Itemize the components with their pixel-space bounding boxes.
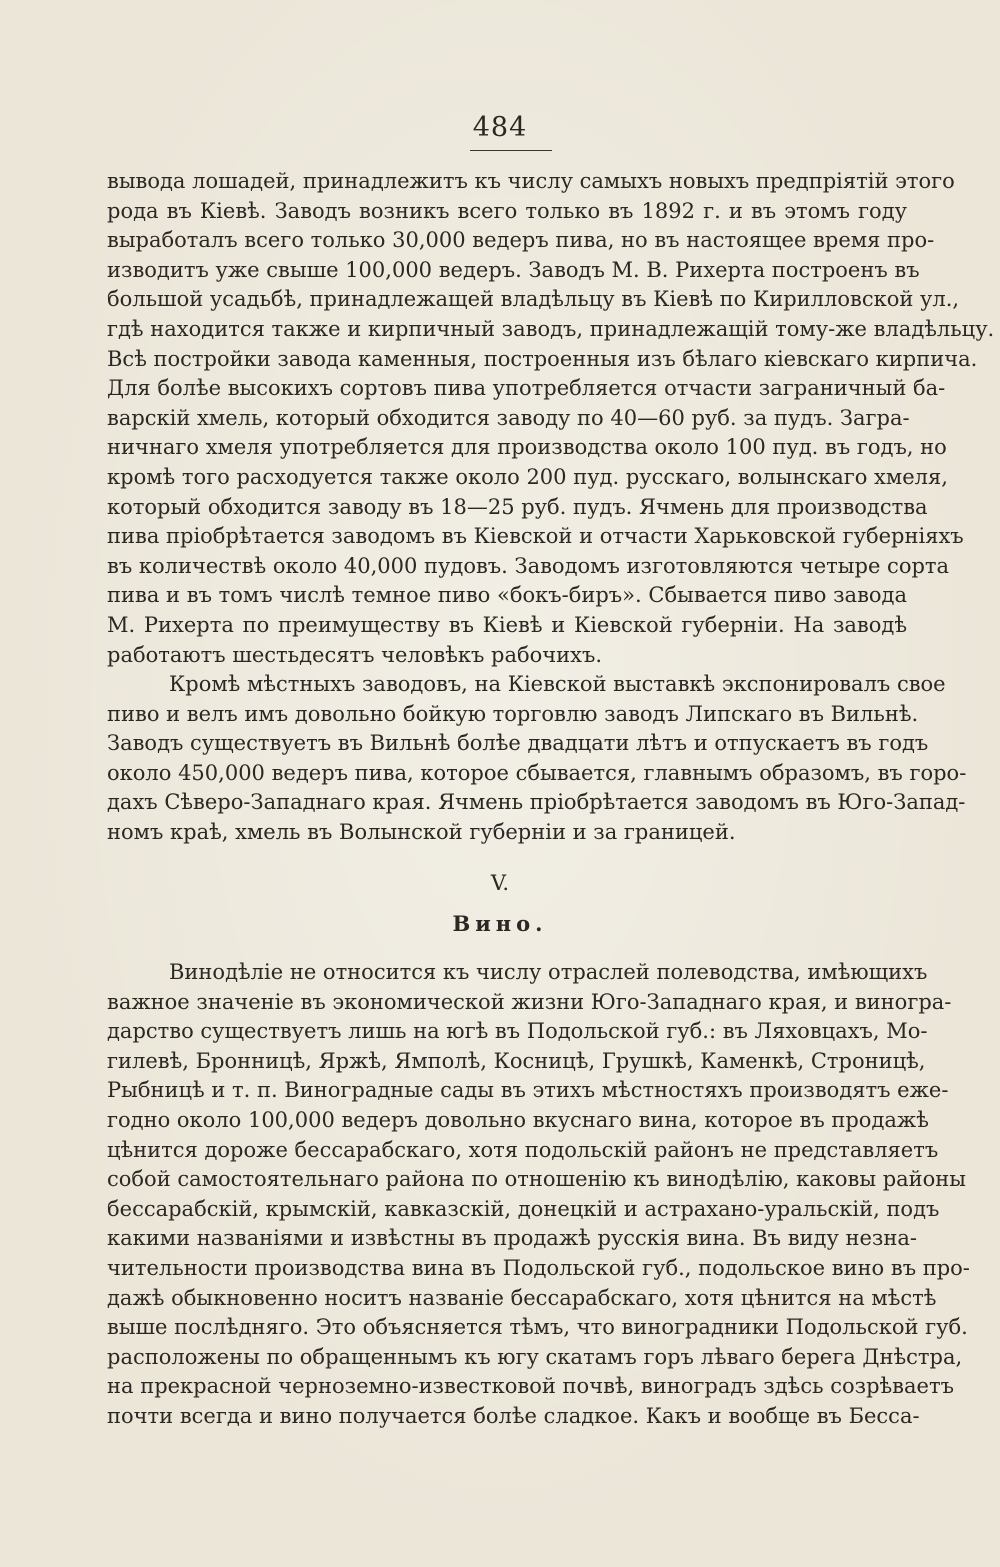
section-title: Вино. xyxy=(452,911,548,936)
text-line: который обходится заводу въ 18—25 руб. пудъ. Ячмень для производства xyxy=(107,494,928,519)
text-line: дарство существуетъ лишь на югѣ въ Подольской губ.: въ Ляховцахъ, Мо- xyxy=(107,1019,928,1044)
text-line: рода въ Кіевѣ. Заводъ возникъ всего только въ 1892 г. и въ этомъ году xyxy=(107,198,907,223)
text-line: какими названіями и извѣстны въ продажѣ русскія вина. Въ виду незна- xyxy=(107,1226,917,1251)
text-line: большой усадьбѣ, принадлежащей владѣльцу въ Кіевѣ по Кирилловской ул., xyxy=(107,287,960,312)
paragraph-brewery-rikhert xyxy=(107,167,995,670)
text-line: бессарабскій, крымскій, кавказскій, донецкій и астрахано-уральскій, подъ xyxy=(107,1196,940,1221)
text-line: въ количествѣ около 40,000 пудовъ. Заводомъ изготовляются четыре сорта xyxy=(107,553,950,578)
text-line: Заводъ существуетъ въ Вильнѣ болѣе двадцати лѣтъ и отпускаетъ въ годъ xyxy=(107,731,929,756)
text-line: варскій хмель, который обходится заводу по 40—60 руб. за пудъ. Загра- xyxy=(107,405,910,430)
text-line: важное значеніе въ экономической жизни Юго-Западнаго края, и виногра- xyxy=(107,989,952,1014)
text-line: пива и въ томъ числѣ темное пиво «бокъ-биръ». Сбывается пиво завода xyxy=(107,583,907,608)
paragraph-lipsky-brewery xyxy=(107,670,967,848)
text-line: почти всегда и вино получается болѣе сладкое. Какъ и вообще въ Бесса- xyxy=(107,1403,920,1428)
text-line: выработалъ всего только 30,000 ведеръ пива, но въ настоящее время про- xyxy=(107,228,935,253)
text-line: гилевѣ, Бронницѣ, Яржѣ, Ямполѣ, Косницѣ, Грушкѣ, Каменкѣ, Строницѣ, xyxy=(107,1048,926,1073)
text-line: изводитъ уже свыше 100,000 ведеръ. Заводъ М. В. Рихерта построенъ въ xyxy=(107,257,920,282)
text-line: годно около 100,000 ведеръ довольно вкуснаго вина, которое въ продажѣ xyxy=(107,1107,929,1132)
text-line: гдѣ находится также и кирпичный заводъ, принадлежащій тому-же владѣльцу. xyxy=(107,316,995,341)
text-line: на прекрасной черноземно-известковой почвѣ, виноградъ здѣсь созрѣваетъ xyxy=(107,1374,954,1399)
text-line: ничнаго хмеля употребляется для производства около 100 пуд. въ годъ, но xyxy=(107,435,947,460)
text-line: М. Рихерта по преимуществу въ Кіевѣ и Кіевской губерніи. На заводѣ xyxy=(107,612,907,637)
text-line: дажѣ обыкновенно носитъ названіе бессарабскаго, хотя цѣнится на мѣстѣ xyxy=(107,1285,937,1310)
page-number: 484 xyxy=(472,112,528,143)
text-line: Для болѣе высокихъ сортовъ пива употребляется отчасти заграничный ба- xyxy=(107,376,946,401)
text-line: дахъ Сѣверо-Западнаго края. Ячмень пріобрѣтается заводомъ въ Юго-Запад- xyxy=(107,790,966,815)
text-line: работаютъ шестьдесятъ человѣкъ рабочихъ. xyxy=(107,642,603,667)
text-line: Рыбницѣ и т. п. Виноградные сады въ этихъ мѣстностяхъ производятъ еже- xyxy=(107,1078,949,1103)
text-line: номъ краѣ, хмель въ Волынской губерніи и за границей. xyxy=(107,819,736,844)
text-line: собой самостоятельнаго района по отношенію къ винодѣлію, каковы районы xyxy=(107,1167,967,1192)
text-line: Всѣ постройки завода каменныя, построенныя изъ бѣлаго кіевскаго кирпича. xyxy=(107,346,978,371)
text-line: Кромѣ мѣстныхъ заводовъ, на Кіевской выставкѣ экспонировалъ свое xyxy=(169,672,946,696)
text-line: цѣнится дороже бессарабскаго, хотя подольскій районъ не представляетъ xyxy=(107,1137,939,1162)
text-line: пиво и велъ имъ довольно бойкую торговлю заводъ Липскаго въ Вильнѣ. xyxy=(107,701,919,726)
text-line: вывода лошадей, принадлежитъ къ числу самыхъ новыхъ предпріятій этого xyxy=(107,169,955,193)
section-number: V. xyxy=(490,871,510,895)
text-line: Винодѣліе не относится къ числу отраслей полеводства, имѣющихъ xyxy=(169,960,928,984)
text-line: кромѣ того расходуется также около 200 пуд. русскаго, волынскаго хмеля, xyxy=(107,464,948,489)
text-line: около 450,000 ведеръ пива, которое сбывается, главнымъ образомъ, въ горо- xyxy=(107,760,967,785)
text-line: пива пріобрѣтается заводомъ въ Кіевской и отчасти Харьковской губерніяхъ xyxy=(107,524,964,549)
page-number-underline xyxy=(470,150,552,151)
paragraph-winemaking xyxy=(107,958,970,1432)
text-line: расположены по обращеннымъ къ югу скатамъ горъ лѣваго берега Днѣстра, xyxy=(107,1344,963,1369)
text-line: выше послѣдняго. Это объясняется тѣмъ, что виноградники Подольской губ. xyxy=(107,1315,968,1340)
text-line: чительности производства вина въ Подольской губ., подольское вино въ про- xyxy=(107,1255,970,1280)
